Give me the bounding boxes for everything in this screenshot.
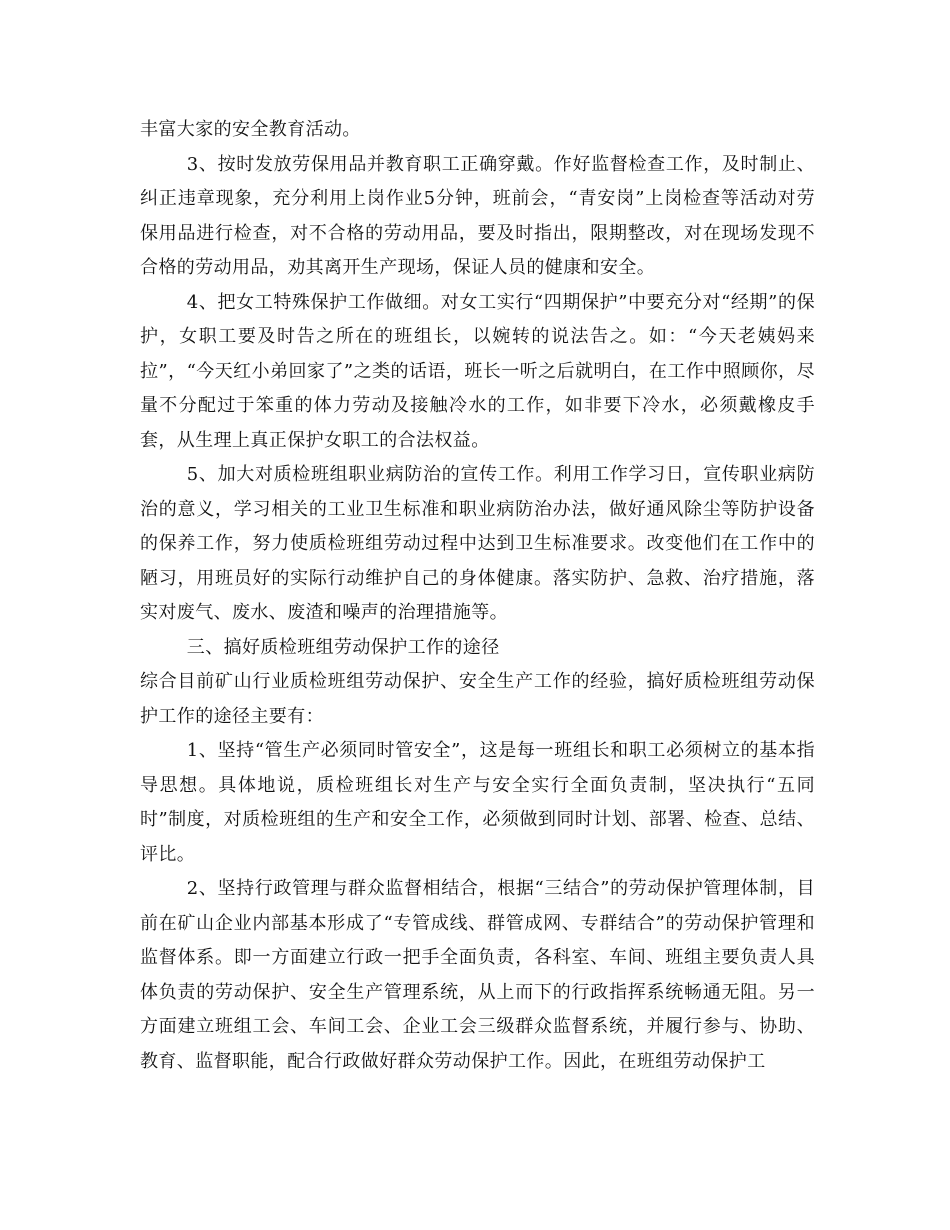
document-body xyxy=(140,113,815,1079)
paragraph-way-2: 2、坚持行政管理与群众监督相结合，根据“三结合”的劳动保护管理体制，目前在矿山企业内部基本形成了“专管成线、群管成网、专群结合”的劳动保护管理和监督体系。即一方面建立行政一把手全面负责，各科室、车间、班组主要负责人具体负责的劳动保护、安全生产管理系统，从上而下的行政指挥系统畅通无阻。另一方面建立班组工会、车间工会、企业工会三级群众监督系统，并履行参与、协助、教育、监督职能，配合行政做好群众劳动保护工作。因此，在班组劳动保护工 xyxy=(140,878,815,1072)
paragraph-item-3: 3、按时发放劳保用品并教育职工正确穿戴。作好监督检查工作，及时制止、纠正违章现象，充分利用上岗作业5分钟，班前会，“青安岗”上岗检查等活动对劳保用品进行检查，对不合格的劳动用品，要及时指出，限期整改，对在现场发现不合格的劳动用品，劝其离开生产现场，保证人员的健康和安全。 xyxy=(140,153,815,278)
paragraph-item-5: 5、加大对质检班组职业病防治的宣传工作。利用工作学习日，宣传职业病防治的意义，学习相关的工业卫生标准和职业病防治办法，做好通风除尘等防护设备的保养工作，努力使质检班组劳动过程中达到卫生标准要求。改变他们在工作中的陋习，用班员好的实际行动维护自己的身体健康。落实防护、急救、治疗措施，落实对废气、废水、废渣和噪声的治理措施等。 xyxy=(140,464,815,623)
section-heading-3: 三、搞好质检班组劳动保护工作的途径 xyxy=(186,636,500,658)
paragraph-intro: 综合目前矿山行业质检班组劳动保护、安全生产工作的经验，搞好质检班组劳动保护工作的途径主要有： xyxy=(140,671,815,727)
paragraph-continuation: 丰富大家的安全教育活动。 xyxy=(140,119,361,140)
paragraph-way-1: 1、坚持“管生产必须同时管安全”，这是每一班组长和职工必须树立的基本指导思想。具体地说，质检班组长对生产与安全实行全面负责制，坚决执行“五同时”制度，对质检班组的生产和安全工作，必须做到同时计划、部署、检查、总结、评比。 xyxy=(140,740,815,865)
paragraph-item-4: 4、把女工特殊保护工作做细。对女工实行“四期保护”中要充分对“经期”的保护，女职工要及时告之所在的班组长，以婉转的说法告之。如：“今天老姨妈来拉”，“今天红小弟回家了”之类的话语，班长一听之后就明白，在工作中照顾你，尽量不分配过于笨重的体力劳动及接触冷水的工作，如非要下冷水，必须戴橡皮手套，从生理上真正保护女职工的合法权益。 xyxy=(140,291,815,451)
